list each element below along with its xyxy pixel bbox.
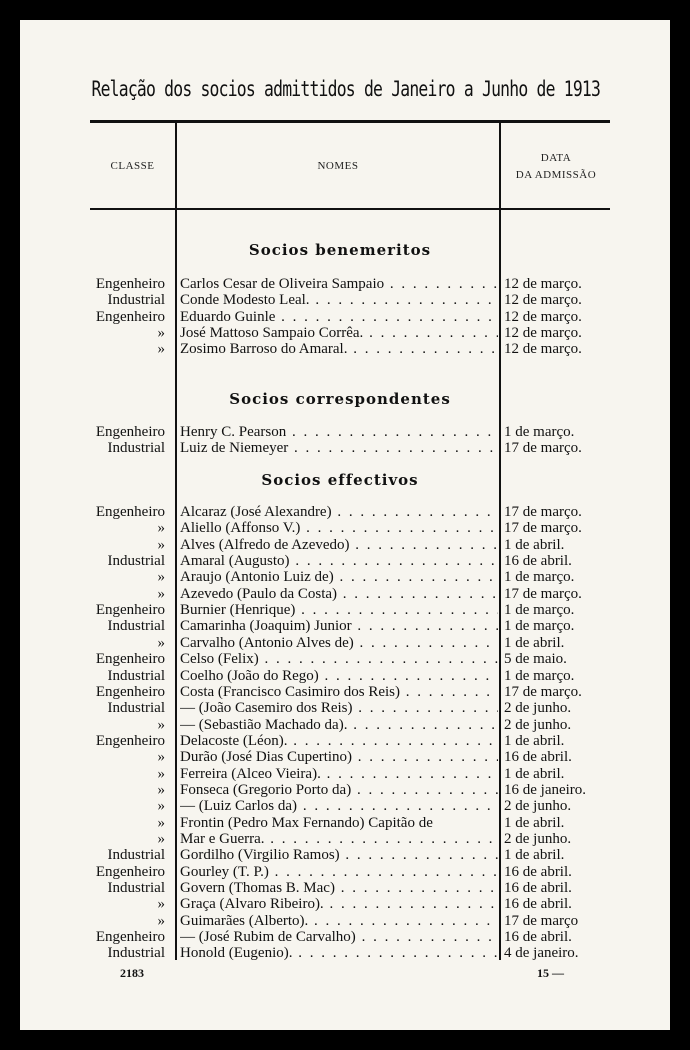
member-class: » [157,716,165,733]
member-class: Industrial [107,945,165,962]
member-name: Eduardo Guinle . . . [180,309,498,325]
admission-date: 17 de março. [504,520,582,537]
list-item [20,309,670,325]
title-rule [90,120,610,123]
list-item [20,325,670,341]
header-classe: CLASSE [110,160,155,172]
list-item [20,635,670,651]
list-item [20,831,670,847]
footer-code: 2183 [120,966,144,980]
member-name: Coelho (João do Rego) . . . [180,668,498,684]
admission-date: 16 de abril. [504,863,572,880]
admission-date: 1 de março. [504,424,575,440]
list-item [20,504,670,520]
member-class: » [157,781,165,798]
member-class: Industrial [107,618,165,635]
footer-page-number: 15 — [537,966,564,980]
member-name: Ferreira (Alceo Vieira). . . . [180,766,498,782]
list-item [20,586,670,602]
admission-date: 17 de março. [504,504,582,520]
list-item [20,618,670,634]
member-class: Engenheiro [95,308,165,325]
list-item [20,815,670,831]
admission-date: 16 de abril. [504,749,572,766]
admission-date: 16 de abril. [504,896,572,913]
page-title: Relação dos socios admittidos de Janeiro a Junho de 1913 [91,77,601,101]
member-class: Industrial [107,847,165,864]
list-item [20,553,670,569]
member-class: » [157,520,165,537]
member-class: » [157,765,165,782]
member-name: José Mattoso Sampaio Corrêa. . . . [180,325,498,341]
admission-date: 12 de março. [504,308,582,325]
member-class: Engenheiro [95,651,165,668]
member-name: Celso (Felix) . . . [180,651,498,667]
member-name: — (Sebastião Machado da). . . . [180,717,498,733]
list-item [20,424,670,440]
admission-date: 1 de março. [504,569,575,586]
header-data: DATA [540,152,572,164]
list-item [20,276,670,292]
list-item [20,668,670,684]
member-class: » [157,536,165,553]
member-name: Conde Modesto Leal. . . . [180,292,498,308]
member-class: Engenheiro [95,504,165,520]
admission-date: 16 de janeiro. [504,781,587,798]
admission-date: 5 de maio. [504,651,567,668]
list-item [20,733,670,749]
admission-date: 2 de junho. [504,798,572,815]
member-name: Fonseca (Gregorio Porto da) . . . [180,782,498,798]
section-title-benemeritos: Socios benemeritos [248,241,432,259]
member-name: Henry C. Pearson . . . [180,424,498,440]
member-class: Engenheiro [95,863,165,880]
member-class: Industrial [107,700,165,717]
list-item [20,847,670,863]
admission-date: 2 de junho. [504,716,572,733]
list-item [20,880,670,896]
member-name: — (Luiz Carlos da) . . . [180,798,498,814]
list-item [20,749,670,765]
list-item [20,651,670,667]
admission-date: 17 de março. [504,585,582,602]
admission-date: 16 de abril. [504,929,572,946]
member-class: Industrial [107,880,165,897]
admission-date: 17 de março. [504,440,582,457]
member-name: Burnier (Henrique) . . . [180,602,498,618]
member-class: » [157,341,165,358]
admission-date: 1 de abril. [504,634,565,651]
header-rule [90,208,610,210]
member-name: Honold (Eugenio). . . . [180,945,498,961]
member-class: Industrial [107,667,165,684]
member-class: » [157,585,165,602]
admission-date: 1 de abril. [504,765,565,782]
list-item [20,537,670,553]
admission-date: 12 de março. [504,292,582,309]
list-item [20,864,670,880]
list-item [20,602,670,618]
section-title-correspondentes: Socios correspondentes [229,390,451,408]
member-name: Zosimo Barroso do Amaral. . . . [180,341,498,357]
member-name: Alves (Alfredo de Azevedo) . . . [180,537,498,553]
member-name: Araujo (Antonio Luiz de) . . . [180,569,498,585]
member-class: » [157,814,165,831]
list-item [20,896,670,912]
member-name: — (José Rubim de Carvalho) . . . [180,929,498,945]
list-item [20,700,670,716]
member-class: Engenheiro [95,683,165,700]
member-name: Carvalho (Antonio Alves de) . . . [180,635,498,651]
list-item [20,798,670,814]
header-data-admissao: DA ADMISSÃO [515,169,597,181]
member-class: Industrial [107,292,165,309]
member-class: » [157,912,165,929]
admission-date: 17 de março. [504,683,582,700]
member-class: » [157,896,165,913]
list-item [20,782,670,798]
member-name: Gordilho (Virgilio Ramos) . . . [180,847,498,863]
member-class: » [157,324,165,341]
list-item [20,292,670,308]
admission-date: 12 de março. [504,341,582,358]
member-class: » [157,831,165,847]
list-item [20,341,670,357]
admission-date: 16 de abril. [504,553,572,570]
member-name: Govern (Thomas B. Mac) . . . [180,880,498,896]
member-name: Azevedo (Paulo da Costa) . . . [180,586,498,602]
header-nomes: NOMES [317,160,359,172]
list-item [20,440,670,456]
member-class: Engenheiro [95,732,165,749]
section-title-effectivos: Socios effectivos [261,471,419,489]
document-page [20,20,670,1030]
member-class: Engenheiro [95,929,165,946]
list-item [20,766,670,782]
member-name: Alcaraz (José Alexandre) . . . [180,504,498,520]
list-item [20,684,670,700]
member-name: Guimarães (Alberto). . . . [180,913,498,929]
member-name: Luiz de Niemeyer . . . [180,440,498,456]
member-name: Delacoste (Léon). . . . [180,733,498,749]
member-class: Engenheiro [95,276,165,292]
member-name: Carlos Cesar de Oliveira Sampaio . . . [180,276,498,292]
member-name: Mar e Guerra. . . . [180,831,498,847]
admission-date: 1 de março. [504,618,575,635]
admission-date: 12 de março. [504,324,582,341]
member-class: » [157,749,165,766]
admission-date: 17 de março [504,912,579,929]
admission-date: 1 de abril. [504,847,565,864]
admission-date: 1 de abril. [504,536,565,553]
member-name: Graça (Alvaro Ribeiro). . . . [180,896,498,912]
member-name: Camarinha (Joaquim) Junior . . . [180,618,498,634]
member-class: Industrial [107,553,165,570]
admission-date: 2 de junho. [504,831,572,847]
member-name: Durão (José Dias Cupertino) . . . [180,749,498,765]
list-item [20,717,670,733]
member-name: Amaral (Augusto) . . . [180,553,498,569]
member-class: Engenheiro [95,602,165,619]
member-class: » [157,798,165,815]
list-item [20,945,670,961]
member-class: » [157,569,165,586]
admission-date: 1 de março. [504,602,575,619]
admission-date: 2 de junho. [504,700,572,717]
member-class: » [157,634,165,651]
list-item [20,913,670,929]
member-class: Industrial [107,440,165,457]
member-class: Engenheiro [95,424,165,440]
admission-date: 1 de março. [504,667,575,684]
list-item [20,569,670,585]
admission-date: 12 de março. [504,276,582,292]
member-name: Frontin (Pedro Max Fernando) Capitão de [180,814,433,831]
member-name: — (João Casemiro dos Reis) . . . [180,700,498,716]
member-name: Aliello (Affonso V.) . . . [180,520,498,536]
admission-date: 1 de abril. [504,814,565,831]
admission-date: 16 de abril. [504,880,572,897]
admission-date: 4 de janeiro. [504,945,579,962]
member-name: Gourley (T. P.) . . . [180,864,498,880]
list-item [20,929,670,945]
list-item [20,520,670,536]
member-name: Costa (Francisco Casimiro dos Reis) . . . [180,684,498,700]
admission-date: 1 de abril. [504,732,565,749]
